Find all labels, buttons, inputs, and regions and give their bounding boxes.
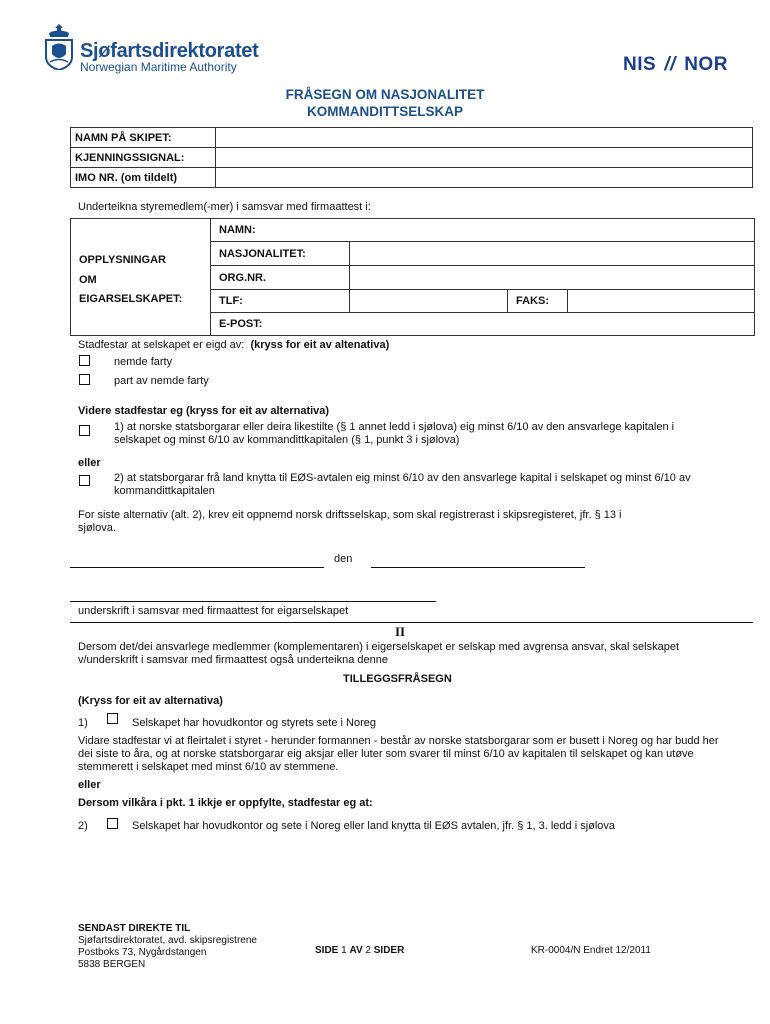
- signature-label: underskrift i samsvar med firmaattest for eigarselskapet: [78, 605, 349, 617]
- owner-group-label-1: OPPLYSNINGAR: [79, 254, 167, 266]
- option1-number: 1): [78, 717, 88, 729]
- checkbox-alt2[interactable]: [79, 475, 90, 486]
- owner-info-table: [70, 218, 755, 336]
- side-label: SIDE: [315, 945, 339, 956]
- org-nr-field[interactable]: [351, 266, 751, 288]
- form-title-line2: KOMMANDITTSELSKAP: [307, 104, 463, 119]
- condition-text: Dersom vilkåra i pkt. 1 ikkje er oppfylte, stadfestar eg at:: [78, 797, 373, 809]
- checkbox-section2-opt2[interactable]: [107, 818, 118, 829]
- phone-field[interactable]: [351, 290, 505, 311]
- option2-number: 2): [78, 820, 88, 832]
- address-line-1: Sjøfartsdirektoratet, avd. skipsregistrene: [78, 935, 257, 946]
- table-row: [71, 168, 753, 188]
- choose-hint: (Kryss for eit av alternativa): [78, 695, 223, 707]
- av-label: AV: [349, 945, 363, 956]
- section-number: II: [395, 624, 406, 639]
- supplementary-heading: TILLEGGSFRÅSEGN: [343, 673, 452, 685]
- signature-line[interactable]: [70, 601, 436, 602]
- form-title-line1: FRÅSEGN OM NASJONALITET: [285, 87, 485, 102]
- ownership-intro: [78, 339, 389, 352]
- alt1-text: 1) at norske statsborgarar eller deira likestilte (§ 1 annet ledd i sjølova) eig minst 6/10 av den ansvarlege kapitalen i selskapet og minst 6/10 av kommandittkapitalen (§ 1, punkt 3 i sjølova): [114, 421, 675, 446]
- address-line-2: Postboks 73, Nygårdstangen: [78, 947, 207, 958]
- page-number: 1: [341, 945, 347, 956]
- date-line[interactable]: [371, 567, 585, 568]
- email-field[interactable]: [271, 313, 751, 334]
- option-whole-vessel: nemde farty: [114, 356, 173, 368]
- call-sign-label: KJENNINGSSIGNAL:: [71, 148, 216, 168]
- alt2-note: For siste alternativ (alt. 2), krev eit oppnemd norsk driftsselskap, som skal registrerast i skipsregisteret, jfr. § 13 i sjølova.: [78, 509, 622, 534]
- address-line-3: 5838 BERGEN: [78, 959, 146, 970]
- authority-logo-icon: [44, 24, 74, 70]
- alt2-text: 2) at statsborgarar frå land knytta til EØS-avtalen eig minst 6/10 av den ansvarlege kapital i selskapet og minst 6/10 av kommandittkapitalen: [114, 472, 691, 497]
- option-part-vessel: part av nemde farty: [114, 375, 209, 387]
- page-indicator: [315, 944, 404, 957]
- slashes-icon: //: [664, 54, 676, 75]
- org-nr-label: ORG.NR.: [219, 272, 267, 284]
- org-name: Sjøfartsdirektoratet: [80, 40, 259, 62]
- send-heading: SENDAST DIREKTE TIL: [78, 923, 191, 934]
- phone-label: TLF:: [219, 295, 243, 307]
- signers-intro: Underteikna styremedlem(-mer) i samsvar med firmaattest i:: [78, 201, 371, 213]
- nationality-field[interactable]: [351, 242, 751, 264]
- fax-label: FAKS:: [516, 295, 549, 307]
- fax-field[interactable]: [569, 290, 752, 311]
- or-label-1: eller: [78, 457, 101, 469]
- page-total: 2: [365, 945, 371, 956]
- checkbox-whole-vessel[interactable]: [79, 355, 90, 366]
- place-line[interactable]: [70, 567, 324, 568]
- owner-group-label-3: EIGARSELSKAPET:: [79, 293, 183, 305]
- further-heading: Videre stadfestar eg (kryss for eit av alternativa): [78, 405, 330, 417]
- table-row: [71, 128, 753, 148]
- table-row: [71, 148, 753, 168]
- ownership-intro-text: Stadfestar at selskapet er eigd av:: [78, 339, 245, 351]
- checkbox-part-vessel[interactable]: [79, 374, 90, 385]
- section-divider: [70, 622, 753, 623]
- ship-name-label: NAMN PÅ SKIPET:: [71, 128, 216, 148]
- checkbox-section2-opt1[interactable]: [107, 713, 118, 724]
- email-label: E-POST:: [219, 318, 263, 330]
- owner-group-label-2: OM: [79, 274, 97, 286]
- company-name-label: NAMN:: [219, 224, 256, 236]
- nationality-label: NASJONALITET:: [219, 248, 306, 260]
- nor-text: NOR: [684, 54, 728, 75]
- den-label: den: [334, 553, 353, 565]
- imo-label: IMO NR. (om tildelt): [71, 168, 216, 188]
- ownership-intro-hint: (kryss for eit av altenativa): [250, 339, 390, 351]
- ship-info-table: [70, 127, 753, 188]
- company-name-field[interactable]: [311, 220, 751, 240]
- sider-label: SIDER: [373, 945, 405, 956]
- option2-text: Selskapet har hovudkontor og sete i Noreg eller land knytta til EØS avtalen, jfr. § 1, 3. ledd i sjølova: [132, 820, 616, 832]
- call-sign-field[interactable]: [216, 148, 753, 168]
- option1-text: Selskapet har hovudkontor og styrets sete i Noreg: [132, 717, 376, 729]
- form-id: KR-0004/N Endret 12/2011: [531, 945, 651, 956]
- nis-text: NIS: [623, 54, 657, 75]
- nis-nor-logo: [623, 54, 728, 76]
- section2-paragraph: Vidare stadfestar vi at fleirtalet i styret - herunder formannen - består av norske statsborgarar som er busett i Noreg og har budd her dei siste to åra, og at norske statsborgarar eig aksjar eller luter som svarer til minst 6/10 av kapitalen til selskapet og kan utøve stemmerett i selskapet med minst 6/10 av stemmene.: [78, 735, 719, 773]
- org-name-en: Norwegian Maritime Authority: [80, 60, 237, 74]
- section2-intro: Dersom det/dei ansvarlege medlemmer (komplementaren) i eigerselskapet er selskap med avgrensa ansvar, skal selskapet v/underskrift i samsvar med firmaattest også underteikna denne: [78, 641, 679, 666]
- or-label-2: eller: [78, 779, 101, 791]
- imo-field[interactable]: [216, 168, 753, 188]
- ship-name-field[interactable]: [216, 128, 753, 148]
- checkbox-alt1[interactable]: [79, 425, 90, 436]
